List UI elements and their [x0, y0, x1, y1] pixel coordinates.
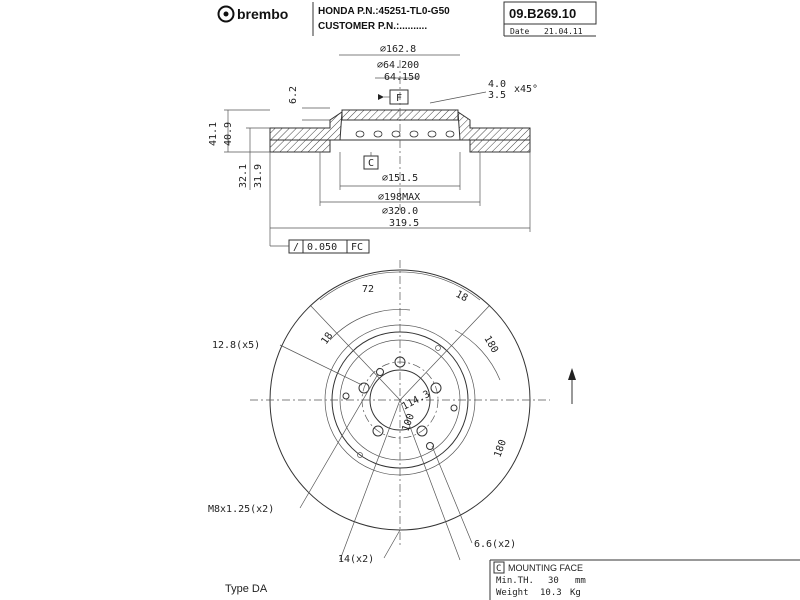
- angle-72: 72: [362, 284, 375, 295]
- dim-vent-diameter: ∅198MAX: [378, 192, 421, 203]
- brembo-logo: [219, 6, 289, 22]
- angle-18-left: 18: [319, 330, 336, 347]
- type-label: Type DA: [225, 583, 268, 595]
- brand-name: brembo: [237, 6, 289, 22]
- dim-centre-bore: 100: [400, 412, 417, 434]
- chamfer-angle: x45°: [514, 84, 539, 95]
- label-small-holes: 6.6(x2): [474, 539, 517, 550]
- angle-180-right: 180: [481, 334, 500, 356]
- small-hole: [343, 393, 349, 399]
- disc-section-right: [458, 112, 530, 152]
- dim-outer-diameter-max: ∅320.0: [382, 206, 419, 217]
- part-number: 09.B269.10: [509, 6, 577, 21]
- mounting-flag: C: [496, 564, 502, 574]
- flag-c: C: [368, 158, 375, 169]
- weight-unit: Kg: [570, 588, 581, 598]
- tolerance-symbol: /: [293, 242, 300, 253]
- oem-part-number: HONDA P.N.:45251-TL0-G50: [318, 6, 450, 17]
- label-thread-holes: M8x1.25(x2): [208, 504, 275, 515]
- dim-total-thickness-min: 40.9: [223, 121, 234, 146]
- label-lug-size: 14(x2): [338, 554, 375, 565]
- min-thickness-value: 30: [548, 576, 559, 586]
- chamfer-value-1: 4.0: [488, 79, 507, 90]
- weight-label: Weight: [496, 588, 529, 598]
- flag-f: F: [396, 93, 403, 104]
- lug-hole: [436, 346, 441, 351]
- vent-ribs: [356, 131, 454, 137]
- front-view: [208, 260, 576, 565]
- customer-part-number: CUSTOMER P.N.:..........: [318, 21, 428, 32]
- date-value: 21.04.11: [544, 27, 583, 36]
- dim-inner-ring-diameter: ∅151.5: [382, 173, 419, 184]
- tolerance-ref: FC: [351, 242, 364, 253]
- dim-hat-diameter: ∅162.8: [380, 44, 417, 55]
- dim-total-thickness-max: 41.1: [208, 121, 219, 146]
- disc-section-left: [270, 112, 342, 152]
- chamfer-value-2: 3.5: [488, 90, 507, 101]
- section-view: [208, 44, 538, 253]
- weight-value: 10.3: [540, 588, 562, 598]
- header: [219, 2, 597, 36]
- angle-18-top: 18: [453, 288, 470, 305]
- min-thickness-label: Min.TH.: [496, 576, 534, 586]
- date-label: Date: [510, 27, 530, 36]
- section-arrow: [568, 368, 576, 404]
- small-hole: [451, 405, 457, 411]
- dim-disc-thickness-max: 32.1: [238, 163, 249, 188]
- mounting-label: MOUNTING FACE: [508, 563, 584, 573]
- runout-tolerance: [270, 232, 369, 253]
- dim-outer-diameter-min: 319.5: [389, 218, 420, 229]
- tolerance-value: 0.050: [307, 242, 338, 253]
- angle-180-lower: 180: [492, 438, 509, 460]
- dim-hub-diameter-min: 64.150: [384, 72, 421, 83]
- dim-hat-depth: 6.2: [288, 85, 299, 104]
- label-stud-holes: 12.8(x5): [212, 340, 261, 351]
- dim-disc-thickness-min: 31.9: [253, 163, 264, 188]
- thread-hole: [427, 443, 434, 450]
- min-thickness-unit: mm: [575, 576, 586, 586]
- dim-pcd: 114.3: [400, 388, 432, 413]
- dim-hub-diameter-max: ∅64.200: [377, 60, 420, 71]
- footer: [225, 560, 800, 600]
